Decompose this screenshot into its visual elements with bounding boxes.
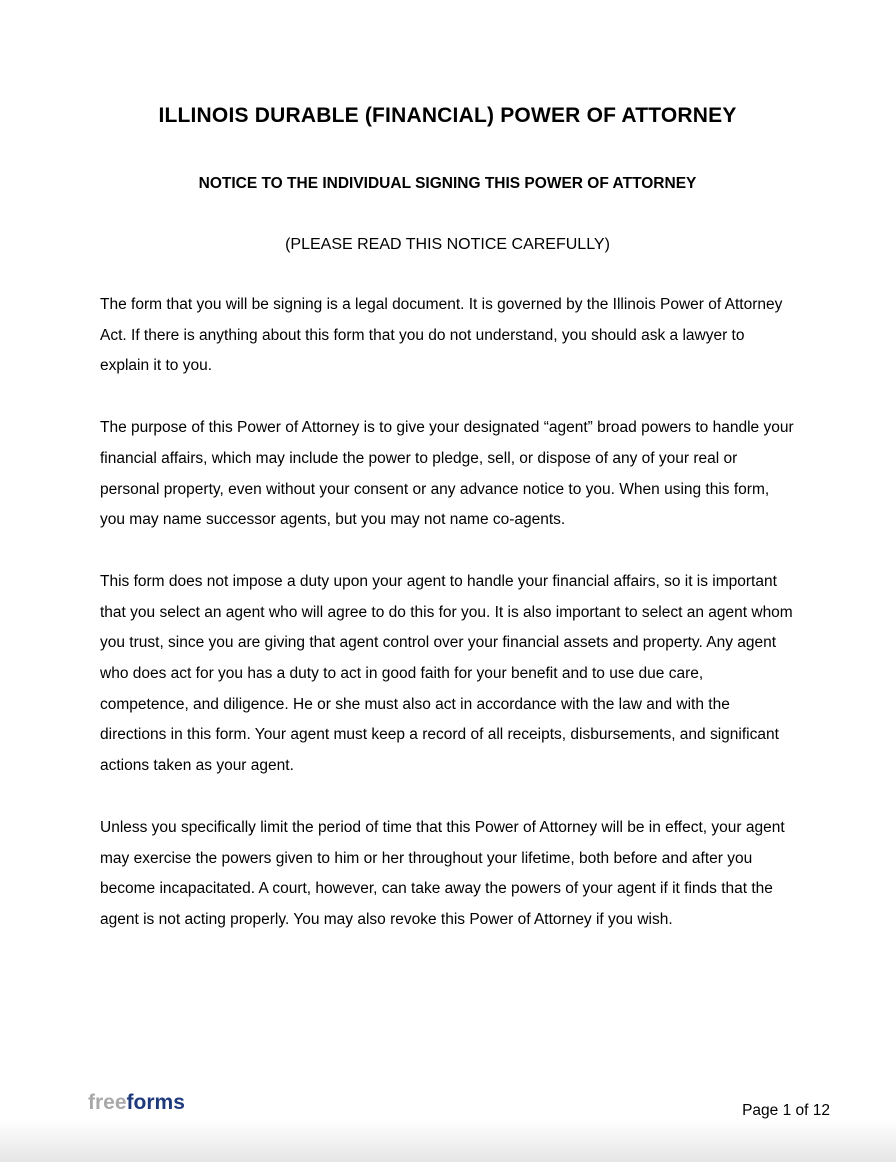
paragraph-agent-duty: This form does not impose a duty upon your agent to handle your financial affairs, so it is important that you select an agent who will agree to do this for you. It is also important to select an agent whom you trust, since you are giving that agent control over your financial assets and property. Any agent who does act for you has a duty to act in good faith for your benefit and to use due care, competence, and diligence. He or she must also act in accordance with the law and with the directions in this form. Your agent must keep a record of all receipts, disbursements, and significant actions taken as your agent. bbox=[100, 572, 793, 775]
notice-subheading: (PLEASE READ THIS NOTICE CAREFULLY) bbox=[285, 236, 610, 253]
notice-heading: NOTICE TO THE INDIVIDUAL SIGNING THIS POWER OF ATTORNEY bbox=[198, 175, 697, 192]
logo-forms-text: forms bbox=[126, 1091, 185, 1114]
paragraph-time-limit: Unless you specifically limit the period of time that this Power of Attorney will be in effect, your agent may exercise the powers given to him or her throughout your lifetime, both before and after you become incapacitated. A court, however, can take away the powers of your agent if it finds that the agent is not acting properly. You may also revoke this Power of Attorney if you wish. bbox=[100, 818, 785, 928]
page-number: Page 1 of 12 bbox=[742, 1102, 830, 1119]
page-title: ILLINOIS DURABLE (FINANCIAL) POWER OF ATTORNEY bbox=[158, 104, 737, 127]
freeforms-logo bbox=[88, 1091, 185, 1115]
paragraph-legal-document: The form that you will be signing is a legal document. It is governed by the Illinois Power of Attorney Act. If there is anything about this form that you do not understand, you should ask a lawyer to explain it to you. bbox=[100, 296, 783, 375]
logo-free-text: free bbox=[88, 1091, 127, 1114]
paragraph-purpose: The purpose of this Power of Attorney is to give your designated “agent” broad powers to handle your financial affairs, which may include the power to pledge, sell, or dispose of any of your real or personal property, even without your consent or any advance notice to you. When using this form, you may name successor agents, but you may not name co-agents. bbox=[100, 419, 794, 529]
